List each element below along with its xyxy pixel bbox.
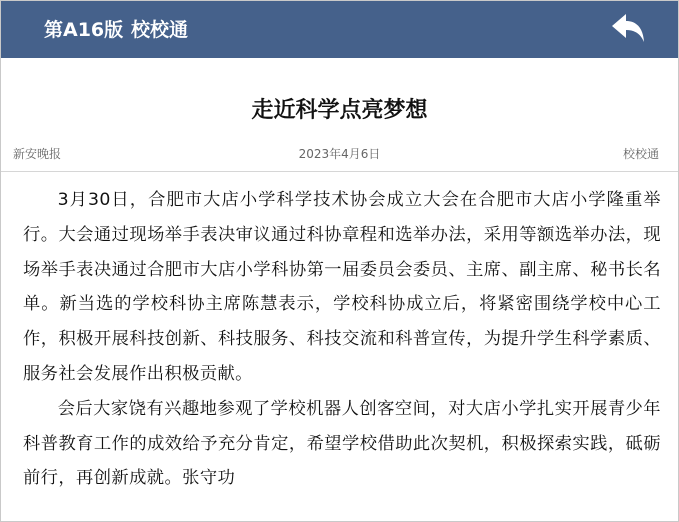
header-bar (1, 1, 678, 58)
section-label: 校校通 (131, 19, 189, 41)
article-title: 走近科学点亮梦想 (251, 98, 428, 123)
article-body (23, 183, 661, 496)
back-arrow-icon (609, 11, 647, 47)
edition-label: 第A16版 (44, 19, 124, 41)
article-paragraph: 3月30日，合肥市大店小学科学技术协会成立大会在合肥市大店小学隆重举行。大会通过现场举手表决审议通过科协章程和选举办法，采用等额选举办法，现场举手表决通过合肥市大店小学科协第一届委员会委员、主席、副主席、秘书长名单。新当选的学校科协主席陈慧表示，学校科协成立后，将紧密围绕学校中心工作，积极开展科技创新、科技服务、科技交流和科普宣传，为提升学生科学素质、服务社会发展作出积极贡献。 (23, 190, 661, 384)
meta-divider (1, 171, 678, 172)
back-button[interactable] (609, 11, 647, 47)
article-source: 新安晚报 (13, 147, 62, 161)
article-paragraph: 会后大家饶有兴趣地参观了学校机器人创客空间，对大店小学扎实开展青少年科普教育工作的成效给予充分肯定，希望学校借助此次契机，积极探索实践，砥砺前行，再创新成就。张守功 (23, 398, 661, 489)
article-channel: 校校通 (622, 147, 659, 161)
article-date: 2023年4月6日 (298, 147, 381, 161)
